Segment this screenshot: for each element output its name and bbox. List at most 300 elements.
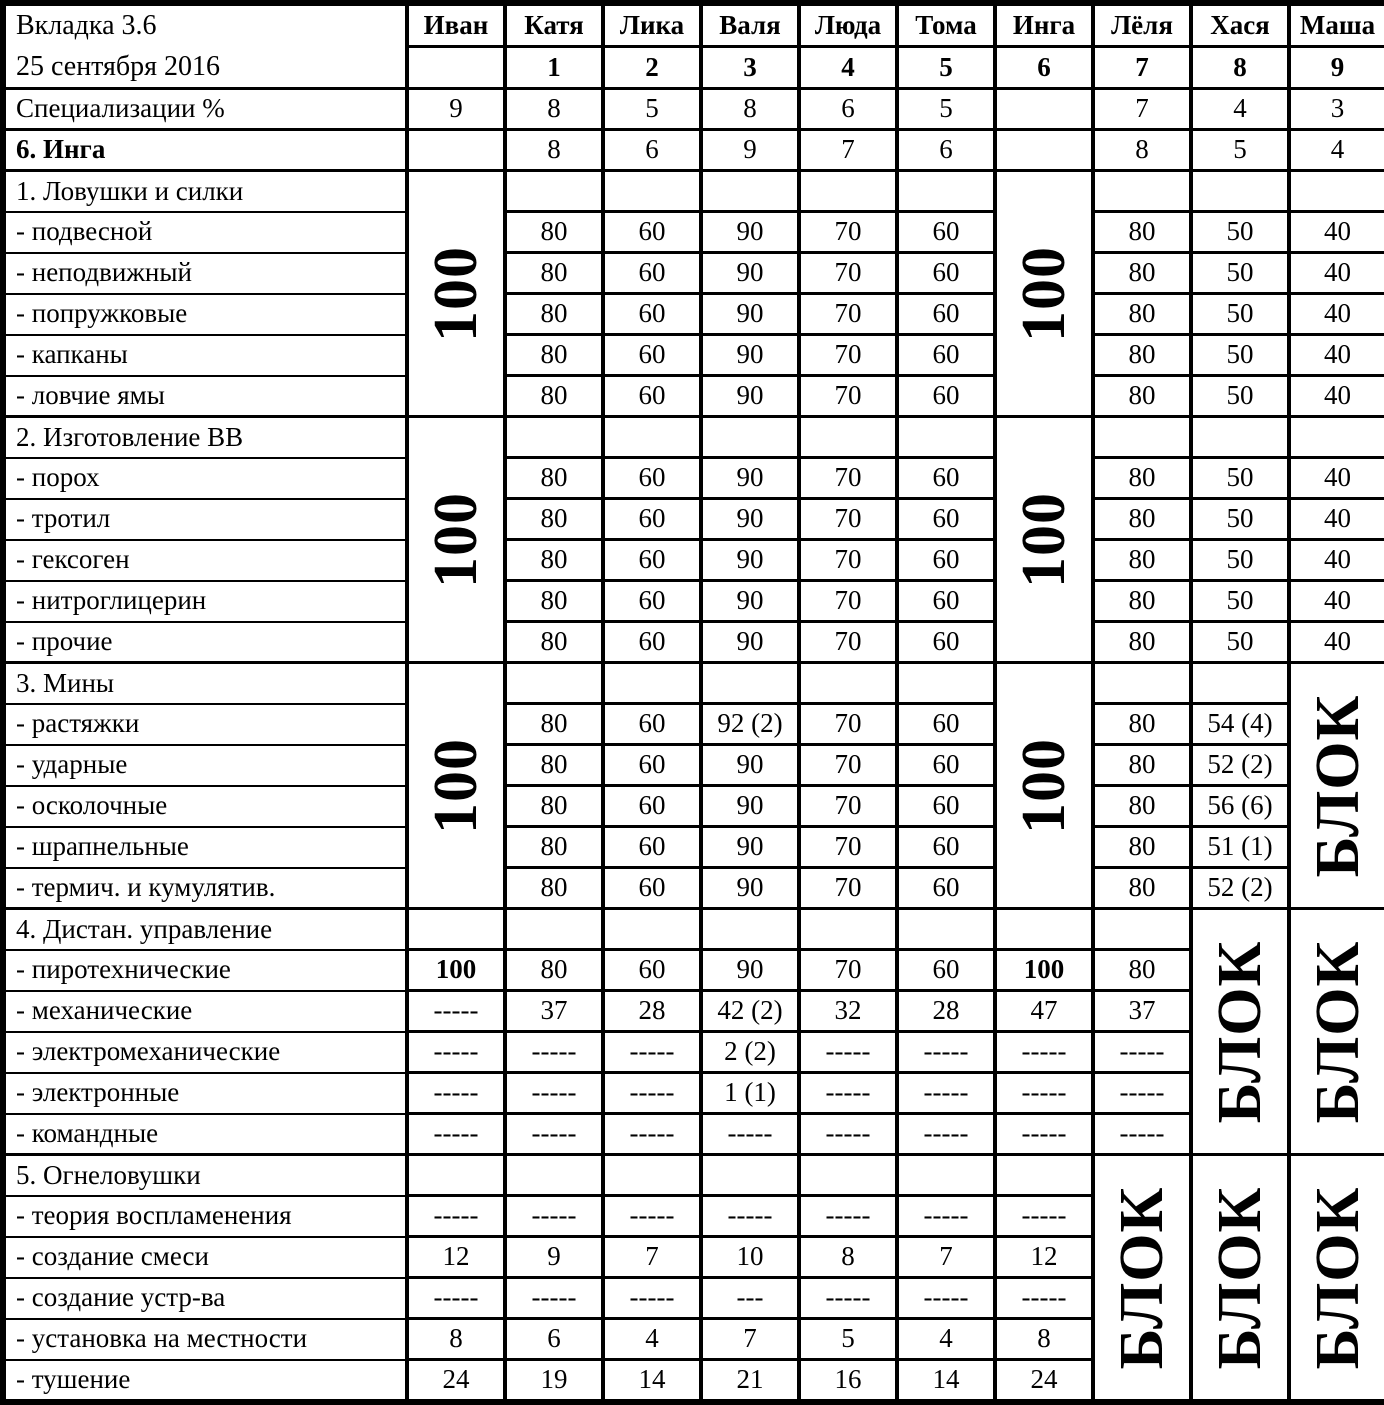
value-cell: 60	[603, 704, 701, 745]
value-cell: -----	[799, 1196, 897, 1237]
column-header-5: Тома	[897, 3, 995, 47]
value-cell: -----	[603, 1278, 701, 1319]
value-cell: 52 (2)	[1191, 745, 1289, 786]
section-data-row	[3, 786, 1384, 827]
row-label: - тротил	[3, 499, 407, 540]
value-cell: 50	[1191, 376, 1289, 417]
empty-cell	[701, 417, 799, 458]
value-cell: 80	[505, 335, 603, 376]
row-label: - осколочные	[3, 786, 407, 827]
merged-vertical-cell	[1289, 909, 1384, 1155]
value-cell: -----	[995, 1114, 1093, 1155]
value-cell: -----	[799, 1073, 897, 1114]
value-cell: 90	[701, 786, 799, 827]
value-cell: 14	[897, 1360, 995, 1403]
row-label: - порох	[3, 458, 407, 499]
value-cell: 50	[1191, 622, 1289, 663]
section-title: 4. Дистан. управление	[3, 909, 407, 950]
value-cell: -----	[701, 1114, 799, 1155]
row-label: - подвесной	[3, 212, 407, 253]
value-cell: 4	[897, 1319, 995, 1360]
vertical-text: БЛОК	[1303, 940, 1372, 1124]
row-label: - создание смеси	[3, 1237, 407, 1278]
value-cell: 90	[701, 622, 799, 663]
merged-vertical-cell	[995, 171, 1093, 417]
column-header-2: Лика	[603, 3, 701, 47]
sheet-title: Вкладка 3.6	[16, 10, 157, 41]
subject-value-6	[995, 130, 1093, 171]
value-cell: 60	[603, 622, 701, 663]
section-data-row	[3, 335, 1384, 376]
value-cell: 70	[799, 212, 897, 253]
value-cell: -----	[407, 1114, 505, 1155]
row-label: - тушение	[3, 1360, 407, 1403]
value-cell: 70	[799, 581, 897, 622]
section-data-row	[3, 499, 1384, 540]
column-number-4: 4	[799, 47, 897, 89]
value-cell: 90	[701, 458, 799, 499]
vertical-text: 100	[421, 245, 490, 342]
value-cell: 50	[1191, 294, 1289, 335]
value-cell: -----	[897, 1032, 995, 1073]
column-number-0	[407, 47, 505, 89]
subject-value-1: 8	[505, 130, 603, 171]
value-cell: 80	[505, 950, 603, 991]
value-cell: 80	[505, 376, 603, 417]
section-data-row	[3, 868, 1384, 909]
row-label: - шрапнельные	[3, 827, 407, 868]
column-header-1: Катя	[505, 3, 603, 47]
value-cell: 12	[407, 1237, 505, 1278]
sheet-date: 25 сентября 2016	[16, 50, 221, 82]
section-data-row	[3, 540, 1384, 581]
empty-cell	[897, 171, 995, 212]
value-cell: 40	[1289, 294, 1384, 335]
row-label: - создание устр-ва	[3, 1278, 407, 1319]
value-cell: -----	[603, 1073, 701, 1114]
vertical-text: БЛОК	[1303, 694, 1372, 878]
column-number-3: 3	[701, 47, 799, 89]
value-cell: 70	[799, 540, 897, 581]
section-data-row	[3, 294, 1384, 335]
value-cell: 70	[799, 786, 897, 827]
value-cell: 80	[505, 704, 603, 745]
empty-cell	[1191, 663, 1289, 704]
vertical-text: БЛОК	[1107, 1186, 1176, 1370]
empty-cell	[1093, 417, 1191, 458]
value-cell: 50	[1191, 253, 1289, 294]
section-data-row	[3, 1114, 1384, 1155]
empty-cell	[1093, 909, 1191, 950]
empty-cell	[897, 663, 995, 704]
value-cell: 50	[1191, 499, 1289, 540]
value-cell: 60	[603, 335, 701, 376]
value-cell: 60	[603, 499, 701, 540]
row-label: - электромеханические	[3, 1032, 407, 1073]
spec-value-4: 6	[799, 89, 897, 130]
row-label: - нитроглицерин	[3, 581, 407, 622]
merged-vertical-cell	[1191, 909, 1289, 1155]
value-cell: 80	[1093, 581, 1191, 622]
section-data-row	[3, 827, 1384, 868]
empty-cell	[603, 171, 701, 212]
value-cell: 92 (2)	[701, 704, 799, 745]
value-cell: -----	[995, 1032, 1093, 1073]
column-header-8: Хася	[1191, 3, 1289, 47]
merged-vertical-cell	[407, 171, 505, 417]
table-body	[3, 3, 1384, 1402]
value-cell: 80	[1093, 868, 1191, 909]
section-title: 5. Огнеловушки	[3, 1155, 407, 1196]
spec-value-8: 4	[1191, 89, 1289, 130]
row-label: - гексоген	[3, 540, 407, 581]
value-cell: -----	[1093, 1114, 1191, 1155]
column-number-5: 5	[897, 47, 995, 89]
value-cell: 60	[603, 745, 701, 786]
section-data-row	[3, 212, 1384, 253]
empty-cell	[799, 663, 897, 704]
column-number-9: 9	[1289, 47, 1384, 89]
value-cell: ---	[701, 1278, 799, 1319]
value-cell: 24	[407, 1360, 505, 1403]
row-label: - ловчие ямы	[3, 376, 407, 417]
spec-row	[3, 89, 1384, 130]
value-cell: 80	[505, 745, 603, 786]
value-cell: -----	[407, 1032, 505, 1073]
value-cell: 8	[995, 1319, 1093, 1360]
value-cell: 54 (4)	[1191, 704, 1289, 745]
empty-cell	[1093, 663, 1191, 704]
value-cell: 80	[505, 458, 603, 499]
empty-cell	[799, 171, 897, 212]
value-cell: -----	[995, 1278, 1093, 1319]
column-header-6: Инга	[995, 3, 1093, 47]
value-cell: 90	[701, 335, 799, 376]
merged-vertical-cell	[1191, 1155, 1289, 1403]
value-cell: 8	[407, 1319, 505, 1360]
column-number-1: 1	[505, 47, 603, 89]
value-cell: 32	[799, 991, 897, 1032]
value-cell: -----	[995, 1196, 1093, 1237]
value-cell: -----	[603, 1032, 701, 1073]
value-cell: 60	[897, 745, 995, 786]
row-label: - установка на местности	[3, 1319, 407, 1360]
subject-value-9: 4	[1289, 130, 1384, 171]
value-cell: 60	[897, 786, 995, 827]
value-cell: 40	[1289, 499, 1384, 540]
value-cell: 90	[701, 745, 799, 786]
value-cell: 60	[897, 212, 995, 253]
value-cell: 70	[799, 376, 897, 417]
value-cell: 60	[897, 253, 995, 294]
section-data-row	[3, 704, 1384, 745]
row-label: - неподвижный	[3, 253, 407, 294]
empty-cell	[701, 663, 799, 704]
section-title: 1. Ловушки и силки	[3, 171, 407, 212]
value-cell: 40	[1289, 253, 1384, 294]
value-cell: -----	[603, 1196, 701, 1237]
vertical-text: 100	[421, 491, 490, 588]
section-title-row	[3, 171, 1384, 212]
value-cell: 80	[505, 212, 603, 253]
value-cell: 90	[701, 212, 799, 253]
value-cell: 37	[505, 991, 603, 1032]
value-cell: 51 (1)	[1191, 827, 1289, 868]
column-header-0: Иван	[407, 3, 505, 47]
subject-row-label: 6. Инга	[3, 130, 407, 171]
empty-cell	[897, 1155, 995, 1196]
subject-row	[3, 130, 1384, 171]
section-title: 2. Изготовление ВВ	[3, 417, 407, 458]
subject-value-2: 6	[603, 130, 701, 171]
value-cell: 60	[603, 294, 701, 335]
empty-cell	[995, 1155, 1093, 1196]
value-cell: 40	[1289, 376, 1384, 417]
value-cell: 80	[505, 868, 603, 909]
empty-cell	[799, 1155, 897, 1196]
value-cell: 90	[701, 253, 799, 294]
section-title-row	[3, 1155, 1384, 1196]
row-label: - ударные	[3, 745, 407, 786]
value-cell: -----	[1093, 1073, 1191, 1114]
subject-value-8: 5	[1191, 130, 1289, 171]
value-cell: 70	[799, 827, 897, 868]
empty-cell	[407, 1155, 505, 1196]
value-cell: 90	[701, 950, 799, 991]
value-cell: 90	[701, 294, 799, 335]
value-cell: -----	[897, 1114, 995, 1155]
section-title-row	[3, 663, 1384, 704]
row-label: - пиротехнические	[3, 950, 407, 991]
empty-cell	[799, 417, 897, 458]
value-cell: 60	[897, 499, 995, 540]
value-cell: 80	[1093, 212, 1191, 253]
empty-cell	[603, 1155, 701, 1196]
value-cell: 80	[505, 622, 603, 663]
spec-value-3: 8	[701, 89, 799, 130]
value-cell: 80	[1093, 745, 1191, 786]
row-label: - электронные	[3, 1073, 407, 1114]
value-cell: 100	[995, 950, 1093, 991]
column-header-3: Валя	[701, 3, 799, 47]
empty-cell	[1093, 171, 1191, 212]
value-cell: 6	[505, 1319, 603, 1360]
section-title: 3. Мины	[3, 663, 407, 704]
value-cell: 90	[701, 868, 799, 909]
empty-cell	[603, 663, 701, 704]
empty-cell	[701, 171, 799, 212]
spec-value-6	[995, 89, 1093, 130]
value-cell: 16	[799, 1360, 897, 1403]
column-number-7: 7	[1093, 47, 1191, 89]
value-cell: 28	[603, 991, 701, 1032]
value-cell: 60	[897, 827, 995, 868]
value-cell: -----	[995, 1073, 1093, 1114]
value-cell: 70	[799, 335, 897, 376]
column-number-8: 8	[1191, 47, 1289, 89]
section-data-row	[3, 376, 1384, 417]
row-label: - термич. и кумулятив.	[3, 868, 407, 909]
row-label: - механические	[3, 991, 407, 1032]
value-cell: 50	[1191, 581, 1289, 622]
value-cell: -----	[799, 1032, 897, 1073]
value-cell: 60	[897, 704, 995, 745]
value-cell: 90	[701, 540, 799, 581]
title-cell	[3, 3, 407, 89]
value-cell: -----	[505, 1073, 603, 1114]
value-cell: 80	[1093, 253, 1191, 294]
value-cell: -----	[505, 1278, 603, 1319]
value-cell: 60	[897, 622, 995, 663]
merged-vertical-cell	[407, 417, 505, 663]
value-cell: 80	[1093, 622, 1191, 663]
value-cell: 70	[799, 499, 897, 540]
value-cell: 80	[1093, 335, 1191, 376]
value-cell: -----	[407, 1073, 505, 1114]
value-cell: 80	[1093, 376, 1191, 417]
value-cell: 24	[995, 1360, 1093, 1403]
vertical-text: 100	[1009, 491, 1078, 588]
value-cell: 60	[897, 294, 995, 335]
vertical-text: 100	[1009, 737, 1078, 834]
value-cell: 4	[603, 1319, 701, 1360]
value-cell: 100	[407, 950, 505, 991]
value-cell: 14	[603, 1360, 701, 1403]
merged-vertical-cell	[1093, 1155, 1191, 1403]
value-cell: -----	[701, 1196, 799, 1237]
empty-cell	[1289, 171, 1384, 212]
value-cell: -----	[897, 1196, 995, 1237]
value-cell: 70	[799, 458, 897, 499]
subject-value-3: 9	[701, 130, 799, 171]
value-cell: 80	[1093, 540, 1191, 581]
value-cell: -----	[505, 1196, 603, 1237]
section-data-row	[3, 458, 1384, 499]
value-cell: 60	[897, 950, 995, 991]
value-cell: 40	[1289, 458, 1384, 499]
value-cell: 80	[1093, 499, 1191, 540]
value-cell: 50	[1191, 335, 1289, 376]
value-cell: -----	[407, 1196, 505, 1237]
value-cell: 80	[1093, 786, 1191, 827]
subject-value-7: 8	[1093, 130, 1191, 171]
value-cell: 50	[1191, 540, 1289, 581]
value-cell: 60	[897, 376, 995, 417]
value-cell: 80	[505, 253, 603, 294]
value-cell: 60	[603, 376, 701, 417]
value-cell: 60	[897, 581, 995, 622]
value-cell: 50	[1191, 212, 1289, 253]
value-cell: 40	[1289, 335, 1384, 376]
value-cell: 90	[701, 376, 799, 417]
vertical-text: БЛОК	[1303, 1186, 1372, 1370]
value-cell: 28	[897, 991, 995, 1032]
empty-cell	[603, 417, 701, 458]
vertical-text: БЛОК	[1205, 940, 1274, 1124]
spec-value-1: 8	[505, 89, 603, 130]
column-number-6: 6	[995, 47, 1093, 89]
value-cell: 12	[995, 1237, 1093, 1278]
value-cell: 80	[1093, 950, 1191, 991]
merged-vertical-cell	[995, 417, 1093, 663]
value-cell: 40	[1289, 581, 1384, 622]
value-cell: 52 (2)	[1191, 868, 1289, 909]
value-cell: 90	[701, 581, 799, 622]
empty-cell	[505, 909, 603, 950]
value-cell: 60	[603, 950, 701, 991]
empty-cell	[505, 663, 603, 704]
empty-cell	[701, 1155, 799, 1196]
row-label: - прочие	[3, 622, 407, 663]
value-cell: 60	[603, 581, 701, 622]
value-cell: 60	[603, 868, 701, 909]
value-cell: 60	[603, 253, 701, 294]
value-cell: -----	[897, 1278, 995, 1319]
value-cell: 7	[897, 1237, 995, 1278]
value-cell: 80	[1093, 704, 1191, 745]
empty-cell	[1289, 417, 1384, 458]
empty-cell	[505, 171, 603, 212]
value-cell: 50	[1191, 458, 1289, 499]
section-data-row	[3, 253, 1384, 294]
empty-cell	[897, 417, 995, 458]
spec-value-5: 5	[897, 89, 995, 130]
value-cell: 60	[897, 540, 995, 581]
column-header-9: Маша	[1289, 3, 1384, 47]
value-cell: -----	[897, 1073, 995, 1114]
vertical-text: БЛОК	[1205, 1186, 1274, 1370]
value-cell: 7	[603, 1237, 701, 1278]
vertical-text: 100	[1009, 245, 1078, 342]
merged-vertical-cell	[995, 663, 1093, 909]
value-cell: 80	[505, 294, 603, 335]
row-label: - растяжки	[3, 704, 407, 745]
value-cell: -----	[1093, 1032, 1191, 1073]
value-cell: 19	[505, 1360, 603, 1403]
value-cell: 70	[799, 253, 897, 294]
merged-vertical-cell	[1289, 1155, 1384, 1403]
value-cell: 60	[897, 335, 995, 376]
value-cell: -----	[799, 1278, 897, 1319]
value-cell: -----	[505, 1032, 603, 1073]
section-data-row	[3, 991, 1384, 1032]
subject-value-0	[407, 130, 505, 171]
subject-value-4: 7	[799, 130, 897, 171]
spec-value-2: 5	[603, 89, 701, 130]
value-cell: -----	[407, 1278, 505, 1319]
value-cell: 70	[799, 950, 897, 991]
empty-cell	[799, 909, 897, 950]
section-data-row	[3, 745, 1384, 786]
value-cell: 40	[1289, 622, 1384, 663]
empty-cell	[995, 909, 1093, 950]
spec-value-9: 3	[1289, 89, 1384, 130]
column-header-4: Люда	[799, 3, 897, 47]
value-cell: 80	[1093, 294, 1191, 335]
empty-cell	[407, 909, 505, 950]
empty-cell	[505, 1155, 603, 1196]
merged-vertical-cell	[407, 663, 505, 909]
value-cell: 10	[701, 1237, 799, 1278]
value-cell: -----	[505, 1114, 603, 1155]
value-cell: 70	[799, 622, 897, 663]
row-label: - командные	[3, 1114, 407, 1155]
row-label: - попружковые	[3, 294, 407, 335]
value-cell: 70	[799, 294, 897, 335]
merged-vertical-cell	[1289, 663, 1384, 909]
value-cell: 37	[1093, 991, 1191, 1032]
value-cell: 7	[701, 1319, 799, 1360]
